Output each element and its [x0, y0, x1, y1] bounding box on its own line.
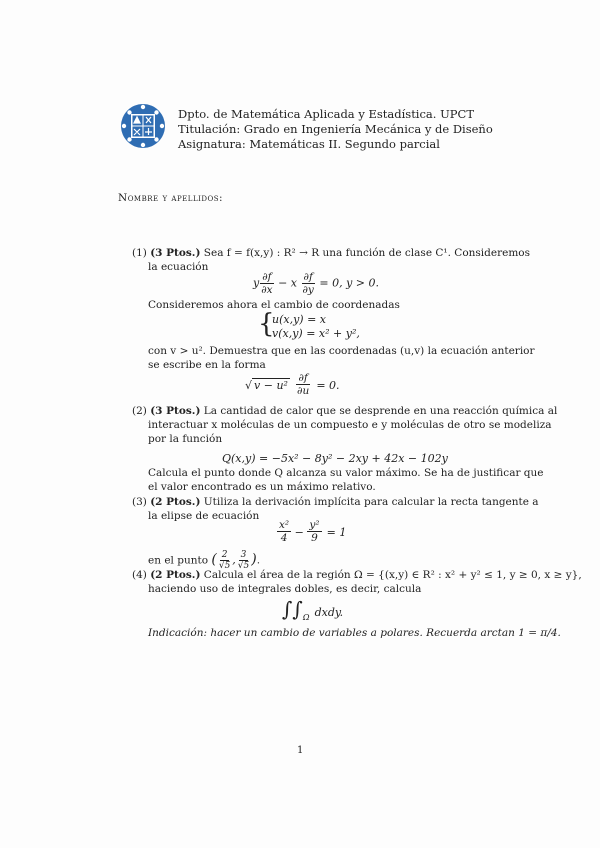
- problem-1-text-b: la ecuación: [148, 261, 209, 273]
- problem-1-text-a: Sea f = f(x,y) : R² → R una función de clase C¹. Consideremos: [203, 247, 530, 259]
- problem-1-number: (1): [132, 247, 147, 259]
- problem-4-integral: $\int\int_\Omega$ dxdy.: [282, 597, 344, 623]
- subject-line: Asignatura: Matemáticas II. Segundo parcial: [178, 137, 440, 151]
- problem-2-text-d: Calcula el punto donde Q alcanza su valor máximo. Se ha de justificar que: [148, 467, 544, 479]
- problem-2-statement: (2) (3 Ptos.) La cantidad de calor que se desprende en una reacción química al: [132, 405, 558, 417]
- name-label: Nombre y apellidos:: [118, 192, 224, 204]
- problem-1-points: (3 Ptos.): [150, 247, 201, 259]
- problem-1-cond-a: con v > u². Demuestra que en las coordenadas (u,v) la ecuación anterior: [148, 345, 535, 357]
- problem-1-change-text: Consideremos ahora el cambio de coordenadas: [148, 299, 400, 311]
- problem-2-text-c: por la función: [148, 433, 223, 445]
- problem-1-final-equation: √ v − u² $\frac{\partial f}{\partial u}$ = 0.: [245, 372, 340, 397]
- problem-3-text-b: la elipse de ecuación: [148, 510, 260, 522]
- problem-4-statement: (4) (2 Ptos.) Calcula el área de la región Ω = {(x,y) ∈ R² : x² + y² ≤ 1, y ≥ 0, x ≥ y},: [132, 569, 582, 581]
- page-number: 1: [297, 745, 304, 756]
- problem-2-text-b: interactuar x moléculas de un compuesto e y moléculas de otro se modeliza: [148, 419, 552, 431]
- upct-logo: [120, 103, 166, 149]
- problem-2-formula: Q(x,y) = −5x² − 8y² − 2xy + 42x − 102y: [222, 452, 448, 465]
- problem-2-text-e: el valor encontrado es un máximo relativo.: [148, 481, 376, 493]
- problem-3-point: en el punto ( $\frac{2}{√5}$ , $\frac{3}{√5}$ ).: [148, 550, 261, 571]
- problem-4-hint: Indicación: hacer un cambio de variables a polares. Recuerda arctan 1 = π/4.: [148, 627, 561, 639]
- problem-3-statement: (3) (2 Ptos.) Utiliza la derivación implícita para calcular la recta tangente a: [132, 496, 539, 508]
- department-line: Dpto. de Matemática Aplicada y Estadística. UPCT: [178, 107, 474, 121]
- degree-line: Titulación: Grado en Ingeniería Mecánica y de Diseño: [178, 122, 493, 136]
- problem-3-ellipse-equation: $\frac{\text{x²}}{4}$ − $\frac{\text{y²}}{9}$ = 1: [279, 519, 347, 544]
- problem-1-equation: y $\frac{\partial f}{\partial x}$ − x $\frac{\partial f}{\partial y}$ = 0, y > 0.: [253, 271, 379, 296]
- problem-4-text-b: haciendo uso de integrales dobles, es decir, calcula: [148, 583, 422, 595]
- problem-1-statement: [132, 247, 530, 260]
- problem-1-cond-b: se escribe en la forma: [148, 359, 266, 371]
